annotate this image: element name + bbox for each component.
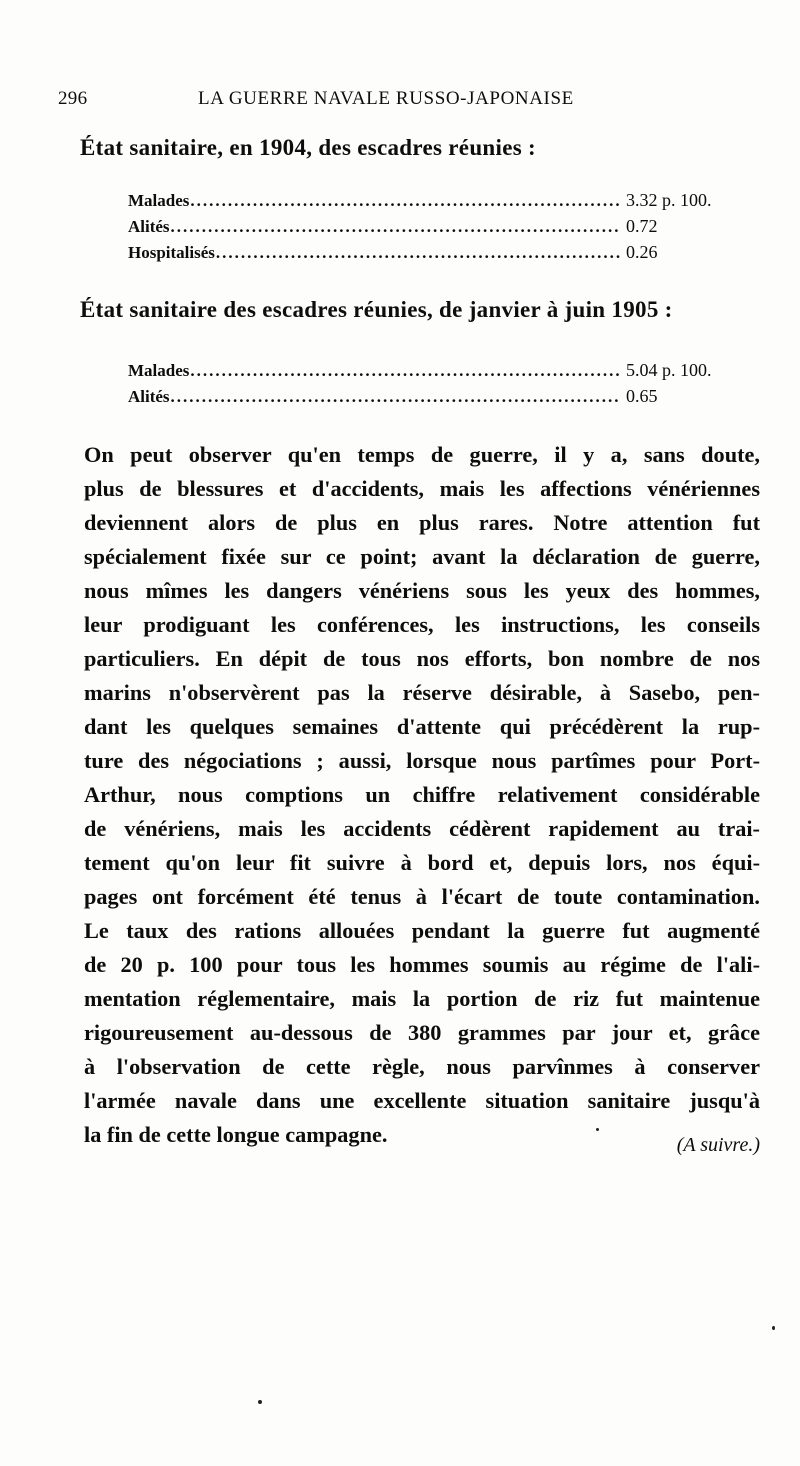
stat-value: 3.32 p. 100. (626, 190, 712, 210)
stat-value: 0.72 (626, 216, 658, 236)
stat-row (128, 357, 768, 383)
text-line: particuliers. En dépit de tous nos efforts, bon nombre de nos (84, 646, 760, 671)
print-speck (772, 1326, 775, 1330)
text-line: spécialement fixée sur ce point; avant la déclaration de guerre, (84, 544, 760, 569)
text-line: deviennent alors de plus en plus rares. Notre attention fut (84, 510, 760, 535)
stat-label: Malades (128, 361, 190, 380)
stat-row (128, 383, 768, 409)
stat-row (128, 187, 768, 213)
text-line: pages ont forcément été tenus à l'écart de toute contamination. (84, 884, 760, 909)
stats-table-1904 (128, 187, 768, 265)
text-line: nous mîmes les dangers vénériens sous les yeux des hommes, (84, 578, 760, 603)
text-line: marins n'observèrent pas la réserve désirable, à Sasebo, pen- (84, 680, 760, 705)
section-heading-1904: État sanitaire, en 1904, des escadres réunies : (80, 135, 536, 160)
text-line: leur prodiguant les conférences, les instructions, les conseils (84, 612, 760, 637)
to-be-continued-note: (A suivre.) (676, 1134, 760, 1156)
text-line: à l'observation de cette règle, nous parvînmes à conserver (84, 1054, 760, 1079)
text-line: Le taux des rations allouées pendant la guerre fut augmenté (84, 918, 760, 943)
stat-value: 0.65 (626, 386, 658, 406)
text-line: l'armée navale dans une excellente situation sanitaire jusqu'à (84, 1088, 760, 1113)
dot-leader (171, 384, 620, 410)
print-speck (596, 1128, 599, 1131)
stat-label: Alités (128, 387, 170, 406)
dot-leader (190, 358, 620, 384)
text-line: tement qu'on leur fit suivre à bord et, depuis lors, nos équi- (84, 850, 760, 875)
dot-leader (171, 214, 620, 240)
dot-leader (216, 240, 620, 266)
body-text (84, 438, 760, 1152)
running-title: LA GUERRE NAVALE RUSSO-JAPONAISE (198, 88, 574, 109)
stats-table-1905 (128, 357, 768, 409)
stat-label: Alités (128, 217, 170, 236)
dot-leader (190, 188, 620, 214)
stat-row (128, 213, 768, 239)
page-header (58, 88, 758, 118)
stat-label: Malades (128, 191, 190, 210)
text-line: la fin de cette longue campagne. (84, 1122, 388, 1147)
text-line: rigoureusement au-dessous de 380 grammes par jour et, grâce (84, 1020, 760, 1045)
stat-label: Hospitalisés (128, 243, 215, 262)
text-line: mentation réglementaire, mais la portion de riz fut maintenue (84, 986, 760, 1011)
stat-row (128, 239, 768, 265)
text-line: de vénériens, mais les accidents cédèrent rapidement au trai- (84, 816, 760, 841)
page-number: 296 (58, 88, 88, 109)
text-line: dant les quelques semaines d'attente qui précédèrent la rup- (84, 714, 760, 739)
text-line: On peut observer qu'en temps de guerre, il y a, sans doute, (84, 442, 760, 467)
section-heading-1905: État sanitaire des escadres réunies, de janvier à juin 1905 : (80, 297, 673, 322)
stat-value: 5.04 p. 100. (626, 360, 712, 380)
text-line: plus de blessures et d'accidents, mais les affections vénériennes (84, 476, 760, 501)
print-speck (258, 1400, 262, 1404)
text-line: ture des négociations ; aussi, lorsque nous partîmes pour Port- (84, 748, 760, 773)
stat-value: 0.26 (626, 242, 658, 262)
text-line: de 20 p. 100 pour tous les hommes soumis au régime de l'ali- (84, 952, 760, 977)
text-line: Arthur, nous comptions un chiffre relativement considérable (84, 782, 760, 807)
